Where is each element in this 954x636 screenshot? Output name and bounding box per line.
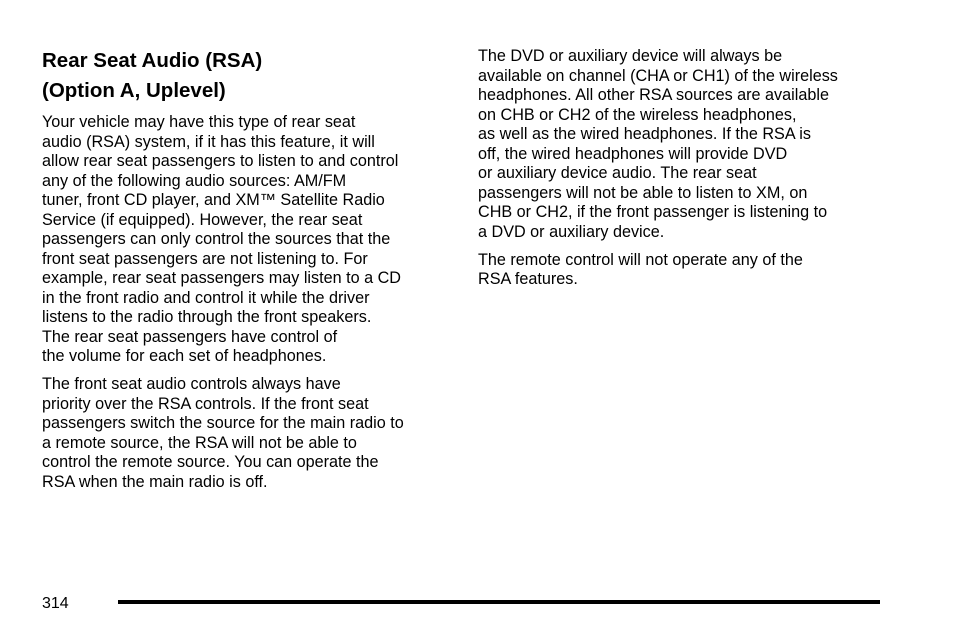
text-line: passengers will not be able to listen to XM, on bbox=[478, 183, 808, 202]
text-line: example, rear seat passengers may listen to a CD bbox=[42, 269, 401, 287]
text-line: The remote control will not operate any of the bbox=[478, 250, 803, 269]
text-line: listens to the radio through the front speakers. bbox=[42, 308, 372, 326]
paragraph-front-priority bbox=[42, 375, 452, 492]
text-line: a remote source, the RSA will not be able to bbox=[42, 433, 357, 452]
text-line: front seat passengers are not listening to. For bbox=[42, 249, 368, 268]
page-number: 314 bbox=[42, 595, 69, 612]
footer-rule bbox=[118, 600, 880, 604]
text-line: priority over the RSA controls. If the front seat bbox=[42, 394, 369, 413]
right-column bbox=[478, 47, 888, 298]
text-line: in the front radio and control it while the driver bbox=[42, 288, 370, 307]
text-line: RSA when the main radio is off. bbox=[42, 472, 268, 491]
section-heading bbox=[42, 46, 452, 106]
text-line: The front seat audio controls always have bbox=[42, 375, 341, 393]
text-line: CHB or CH2, if the front passenger is listening to bbox=[478, 203, 828, 221]
text-line: passengers can only control the sources that the bbox=[42, 230, 391, 248]
text-line: a DVD or auxiliary device. bbox=[478, 222, 665, 241]
text-line: audio (RSA) system, if it has this feature, it will bbox=[42, 132, 375, 151]
text-line: control the remote source. You can operate the bbox=[42, 453, 379, 471]
text-line: the volume for each set of headphones. bbox=[42, 347, 327, 365]
text-line: or auxiliary device audio. The rear seat bbox=[478, 164, 757, 182]
text-line: on CHB or CH2 of the wireless headphones, bbox=[478, 105, 797, 124]
text-line: available on channel (CHA or CH1) of the wireless bbox=[478, 66, 838, 85]
paragraph-rsa-overview bbox=[42, 113, 452, 367]
paragraph-dvd-channels bbox=[478, 47, 888, 242]
text-line: passengers switch the source for the main radio to bbox=[42, 414, 404, 432]
text-line: Service (if equipped). However, the rear seat bbox=[42, 210, 363, 229]
heading-line: (Option A, Uplevel) bbox=[42, 79, 226, 102]
text-line: tuner, front CD player, and XM™ Satellite Radio bbox=[42, 191, 385, 209]
text-line: any of the following audio sources: AM/FM bbox=[42, 171, 347, 190]
heading-line: Rear Seat Audio (RSA) bbox=[42, 49, 263, 72]
text-line: as well as the wired headphones. If the RSA is bbox=[478, 125, 811, 143]
left-column bbox=[42, 46, 452, 501]
text-line: headphones. All other RSA sources are available bbox=[478, 86, 829, 104]
paragraph-remote-control bbox=[478, 251, 888, 290]
text-line: The rear seat passengers have control of bbox=[42, 327, 338, 346]
text-line: off, the wired headphones will provide DVD bbox=[478, 144, 788, 163]
text-line: RSA features. bbox=[478, 270, 578, 288]
text-line: Your vehicle may have this type of rear seat bbox=[42, 113, 356, 131]
text-line: allow rear seat passengers to listen to and control bbox=[42, 152, 399, 170]
text-line: The DVD or auxiliary device will always be bbox=[478, 47, 783, 65]
